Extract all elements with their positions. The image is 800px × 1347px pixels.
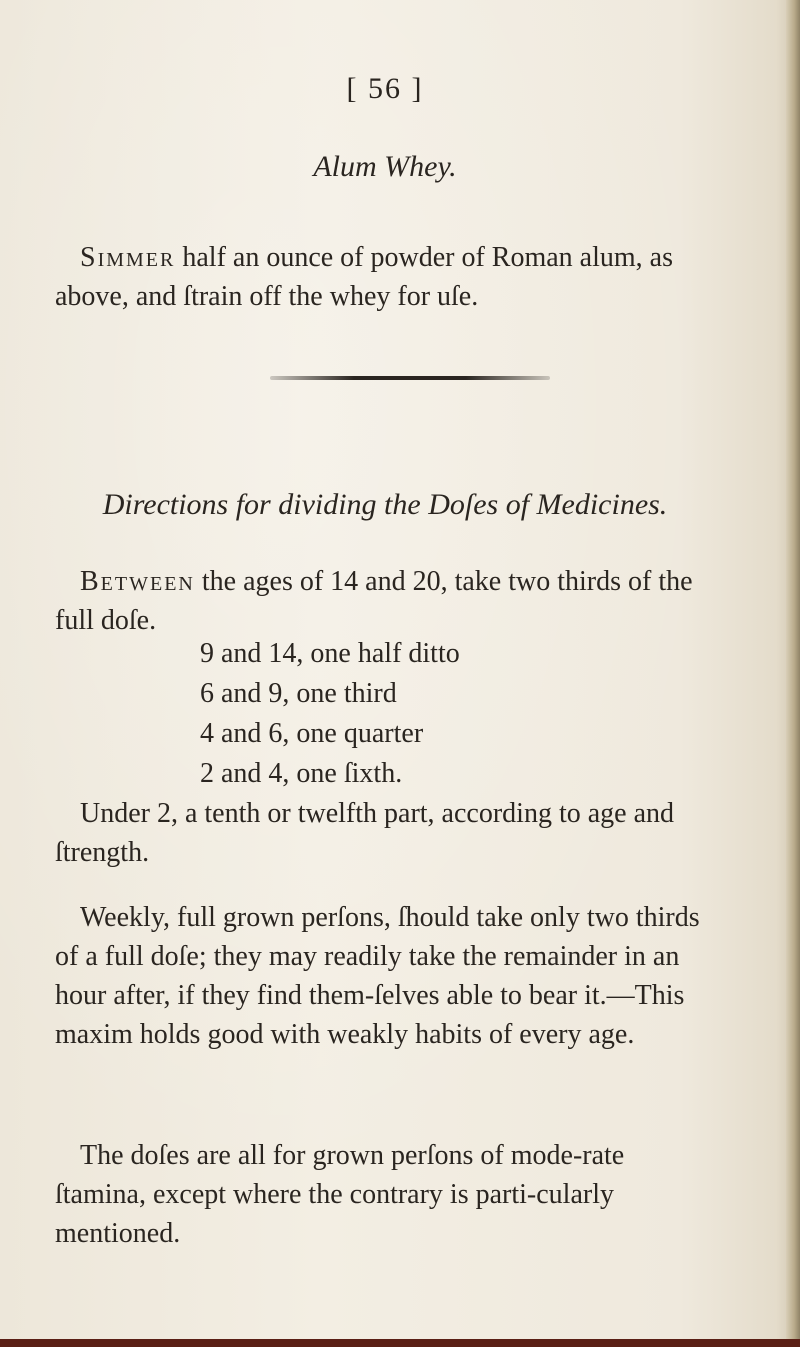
closing-paragraph: The doſes are all for grown perſons of mode-rate ſtamina, except where the contrary is parti-cularly mentioned. xyxy=(55,1140,625,1249)
age-line: 4 and 6, one quarter xyxy=(200,718,424,749)
age-line: 2 and 4, one ſixth. xyxy=(200,758,403,789)
age-line: 9 and 14, one half ditto xyxy=(200,638,460,669)
drop-word: Simmer xyxy=(80,242,176,273)
ages-intro-text: the ages of 14 and 20, take two thirds of the full doſe. xyxy=(55,566,693,636)
section-title-alum-whey: Alum Whey. xyxy=(313,150,457,183)
section-divider xyxy=(270,376,550,380)
page-edge xyxy=(786,0,800,1347)
under-two-paragraph: Under 2, a tenth or twelfth part, according to age and ſtrength. xyxy=(55,798,675,868)
alum-whey-paragraph xyxy=(55,238,705,316)
section-title-doses: Directions for dividing the Doſes of Medicines. xyxy=(102,488,668,521)
alum-whey-text: half an ounce of powder of Roman alum, as above, and ſtrain off the whey for uſe. xyxy=(55,242,673,312)
page-number: [ 56 ] xyxy=(346,72,424,105)
page-bottom-edge xyxy=(0,1339,800,1347)
age-line: 6 and 9, one third xyxy=(200,678,397,709)
weakly-paragraph: Weekly, full grown perſons, ſhould take only two thirds of a full doſe; they may readily take the remainder in an hour after, if they find them-ſelves able to bear it.—This maxim holds good with weakly habits of every age. xyxy=(55,902,700,1050)
ages-intro-paragraph xyxy=(55,562,705,640)
drop-word: Between xyxy=(80,566,195,597)
